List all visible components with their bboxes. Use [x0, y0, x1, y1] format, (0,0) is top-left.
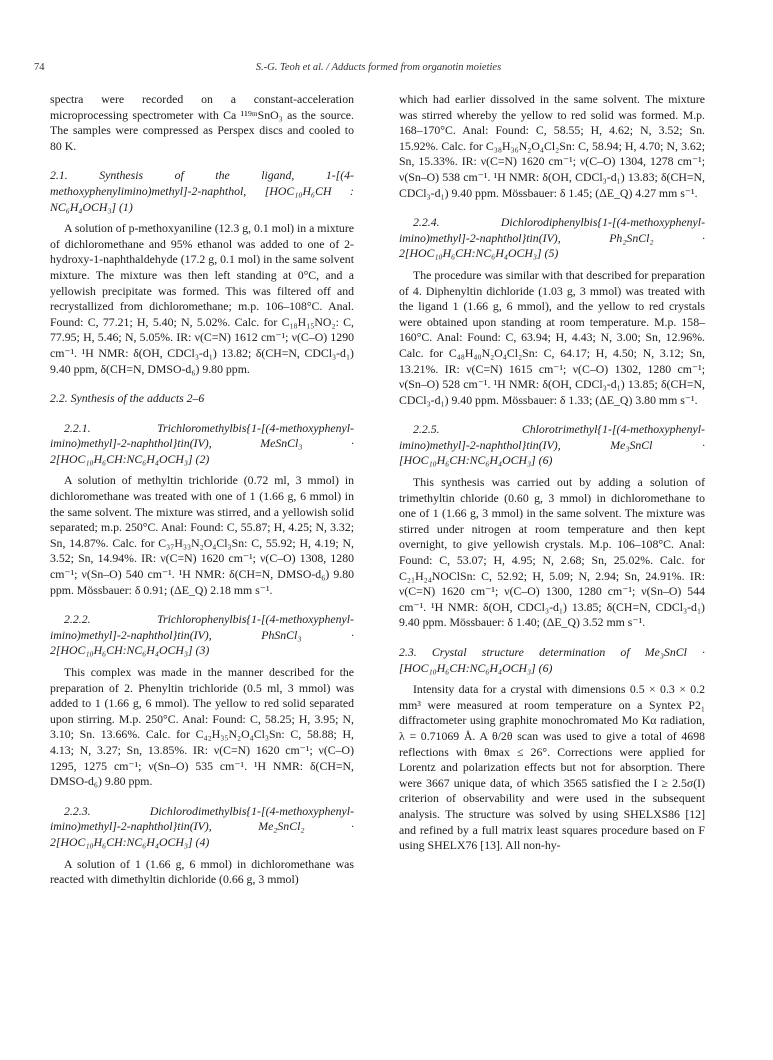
page-number: 74	[34, 62, 45, 73]
subsection-heading: 2.2.5. Chlorotrimethyl{1-[(4-methoxyphenyl-imino)methyl]-2-naphthol}tin(IV), Me₃SnCl · [HOC₁₀H₆CH:NC₆H₄OCH₃] (6)	[399, 422, 705, 468]
body-paragraph: The procedure was similar with that described for preparation of 4. Diphenyltin dichloride (1.03 g, 3 mmol) was treated with the ligand 1 (1.66 g, 6 mmol), and the yellow to red crystals were obtained upon standing at room temperature. M.p. 158–160°C. Anal: Found: C, 63.94; H, 4.43; N, 3.00; Sn, 12.96%. Calc. for C₄₈H₄₀N₂O₄Cl₂Sn: C, 64.17; H, 4.50; N, 3.12; Sn, 13.21%. IR: ν(C=N) 1615 cm⁻¹; ν(C–O) 1302, 1280 cm⁻¹; ν(Sn–O) 528 cm⁻¹. ¹H NMR: δ(OH, CDCl₃-d₁) 13.85; δ(CH=N, CDCl₃-d₁) 9.40 ppm. Mössbauer: δ 1.33; (ΔE_Q) 3.80 mm s⁻¹.	[399, 267, 705, 407]
body-paragraph: which had earlier dissolved in the same solvent. The mixture was stirred whereby the yellow to red solid was formed. M.p. 168–170°C. Anal: Found: C, 58.55; H, 4.62; N, 3.52; Sn. 15.92%. Calc. for C₃₈H₃₆N₂O₄Cl₂Sn: C, 58.94; H, 4.70; N, 3.62; Sn, 15.33%. IR: ν(C=N) 1620 cm⁻¹; ν(C–O) 1304, 1278 cm⁻¹; ν(Sn–O) 538 cm⁻¹. ¹H NMR: δ(OH, CDCl₃-d₁) 13.83; δ(CH=N, CDCl₃-d₁) 9.40 ppm. Mössbauer: δ 1.45; (ΔE_Q) 4.27 mm s⁻¹.	[399, 92, 705, 200]
right-column	[399, 92, 705, 854]
subsection-heading: 2.2.2. Trichlorophenylbis{1-[(4-methoxyphenyl-imino)methyl]-2-naphthol}tin(IV), PhSnCl₃ · 2[HOC₁₀H₆CH:NC₆H₄OCH₃] (3)	[50, 612, 354, 658]
section-heading: 2.1. Synthesis of the ligand, 1-[(4-methoxyphenylimino)methyl]-2-naphthol, [HOC₁₀H₆CH : NC₆H₄OCH₃] (1)	[50, 168, 354, 214]
subsection-heading: 2.2.3. Dichlorodimethylbis{1-[(4-methoxyphenyl-imino)methyl]-2-naphthol}tin(IV), Me₂SnCl₂ · 2[HOC₁₀H₆CH:NC₆H₄OCH₃] (4)	[50, 803, 354, 849]
body-paragraph: A solution of p-methoxyaniline (12.3 g, 0.1 mol) in a mixture of dichloromethane and 95% ethanol was added to one of 2-hydroxy-1-naphthaldehyde (17.2 g, 0.1 mol) in the same solvent mixture. The mixture was then left standing at 0°C, and a yellowish precipitate was formed. This was filtered off and recrystallized from dichloromethane; m.p. 106–108°C. Anal. Found: C, 77.21; H, 5.40; N, 5.02%. Calc. for C₁₈H₁₅NO₂: C, 77.95; H, 5.46; N, 5.05%. IR: ν(C=N) 1612 cm⁻¹; ν(C–O) 1290 cm⁻¹. ¹H NMR: δ(OH, CDCl₃-d₁) 13.82; δ(CH=N, CDCl₃-d₁) 9.40 ppm, δ(CH=N, DMSO-d₆) 9.80 ppm.	[50, 221, 354, 376]
section-heading: 2.3. Crystal structure determination of Me₃SnCl · [HOC₁₀H₆CH:NC₆H₄OCH₃] (6)	[399, 645, 705, 675]
running-title: S.-G. Teoh et al. / Adducts formed from organotin moieties	[255, 62, 502, 73]
left-column	[50, 92, 354, 888]
section-heading: 2.2. Synthesis of the adducts 2–6	[50, 391, 205, 406]
subsection-heading: 2.2.1. Trichloromethylbis{1-[(4-methoxyphenyl-imino)methyl]-2-naphthol}tin(IV), MeSnCl₃ · 2[HOC₁₀H₆CH:NC₆H₄OCH₃] (2)	[50, 420, 354, 466]
page-header	[34, 62, 723, 78]
body-paragraph: A solution of 1 (1.66 g, 6 mmol) in dichloromethane was reacted with dimethyltin dichloride (0.66 g, 3 mmol)	[50, 856, 354, 887]
body-paragraph: This complex was made in the manner described for the preparation of 2. Phenyltin trichloride (0.5 ml, 3 mmol) was added to 1 (1.66 g, 6 mmol). The yellow to red solid separated upon stirring. M.p. 250°C. Anal: Found: C, 58.25; H, 3.95; N, 3.10; Sn. 13.66%. Calc. for C₄₂H₃₅N₂O₄Cl₃Sn: C, 58.88; H, 4.13; N, 3.27; Sn, 13.85%. IR: ν(C=N) 1620 cm⁻¹; ν(C–O) 1295, 1275 cm⁻¹; ν(Sn–O) 535 cm⁻¹. ¹H NMR: δ(CH=N, DMSO-d₆) 9.80 ppm.	[50, 665, 354, 789]
body-paragraph: This synthesis was carried out by adding a solution of trimethyltin chloride (0.60 g, 3 mmol) in dichloromethane to one of 1 (1.66 g, 3 mmol) in the same solvent. The mixture was stirred under nitrogen at room temperature and then kept overnight, to give yellowish crystals. M.p. 106–108°C. Anal: Found: C, 53.07; H, 4.95; N, 2.68; Sn, 25.02%. Calc. for C₂₁H₂₄NOClSn: C, 52.92; H, 5.09; N, 2.94; Sn, 24.91%. IR: ν(C=N) 1620 cm⁻¹; ν(C–O) 1300, 1280 cm⁻¹; ν(Sn–O) 544 cm⁻¹. ¹H NMR: δ(OH, CDCl₃-d₁) 13.85; δ(CH=N, CDCl₃-d₁) 9.40 ppm. Mössbauer: δ 1.40; (ΔE_Q) 3.52 mm s⁻¹.	[399, 475, 705, 630]
body-paragraph: Intensity data for a crystal with dimensions 0.5 × 0.3 × 0.2 mm³ were measured at room temperature on a Syntex P2₁ diffractometer using graphite monochromated Mo Kα radiation, λ = 0.71069 Å. A θ/2θ scan was used to give a total of 4698 reflections with θmax ≤ 26°. Corrections were applied for Lorentz and polarization effects but not for absorption. There were 3667 unique data, of which 3565 satisfied the I ≥ 2.5σ(I) criterion of observability and were used in the subsequent analysis. The structure was solved by using SHELXS86 [12] and refined by a full matrix least squares procedure based on F using SHELX76 [13]. All non-hy-	[399, 682, 705, 853]
subsection-heading: 2.2.4. Dichlorodiphenylbis{1-[(4-methoxyphenyl-imino)methyl]-2-naphthol}tin(IV), Ph₂SnCl₂ · 2[HOC₁₀H₆CH:NC₆H₄OCH₃] (5)	[399, 215, 705, 261]
body-paragraph: spectra were recorded on a constant-acceleration microprocessing spectrometer with Ca ¹¹⁹ᵐSnO₃ as the source. The samples were compressed as Perspex discs and cooled to 80 K.	[50, 92, 354, 153]
body-paragraph: A solution of methyltin trichloride (0.72 ml, 3 mmol) in dichloromethane was treated with one of 1 (1.66 g, 6 mmol) in the same solvent. The mixture was stirred, and a yellowish solid separated; m.p. 250°C. Anal: Found: C, 55.87; H, 4.25; N, 3.32; Sn, 14.87%. Calc. for C₃₇H₃₃N₂O₄Cl₃Sn: C, 55.92; H, 4.19; N, 3.52; Sn, 14.94%. IR: ν(C=N) 1620 cm⁻¹; ν(C–O) 1308, 1280 cm⁻¹; ν(Sn–O) 540 cm⁻¹. ¹H NMR: δ(CH=N, DMSO-d₆) 9.80 ppm. Mössbauer: δ 0.91; (ΔE_Q) 2.18 mm s⁻¹.	[50, 473, 354, 597]
